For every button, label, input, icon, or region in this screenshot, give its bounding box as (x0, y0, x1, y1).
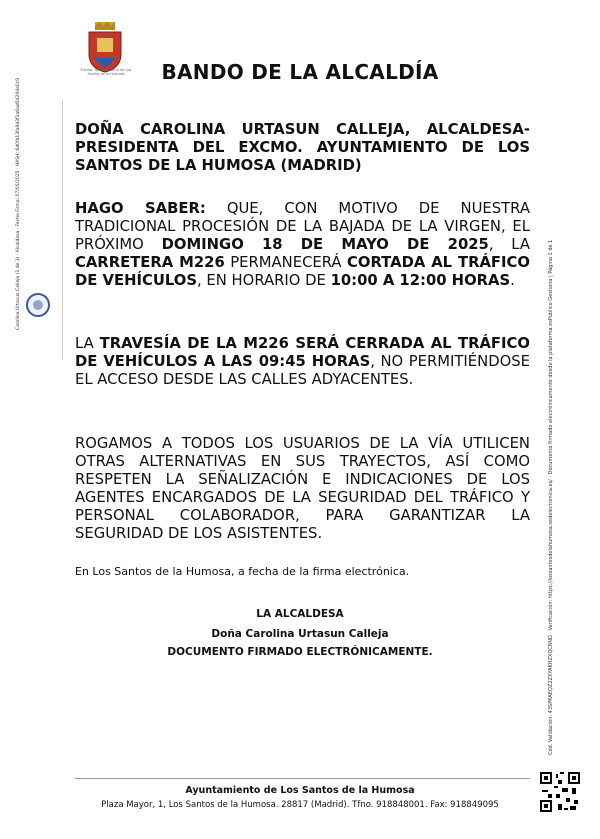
text-bold: CARRETERA M226 (75, 254, 225, 271)
text: QUE, CON MOTIVO DE NUESTRA TRADICIONAL PROCESIÓN DE LA BAJADA DE LA VIRGEN, EL PRÓXIMO (75, 200, 530, 253)
paragraph-request: ROGAMOS A TODOS LOS USUARIOS DE LA VÍA UTILICEN OTRAS ALTERNATIVAS EN SUS TRAYECTOS, ASÍ COMO RESPETEN LA SEÑALIZACIÓN E INDICACIONES DE LOS AGENTES ENCARGADOS DE LA SEGURIDAD DEL TRÁFICO Y PERSONAL COLABORADOR, PARA GARANTIZAR LA SEGURIDAD DE LOS ASISTENTES. (75, 435, 530, 542)
signature-name: Doña Carolina Urtasun Calleja (211, 628, 389, 640)
text: , EN HORARIO DE (197, 272, 331, 289)
page-title: BANDO DE LA ALCALDÍA (161, 60, 439, 84)
text-bold: CORTADA AL TRÁFICO DE VEHÍCULOS (75, 254, 530, 289)
paragraph-announcement (75, 200, 530, 290)
seal-icon (26, 293, 50, 317)
signature-role: LA ALCALDESA (256, 608, 344, 620)
signature-sidebar (22, 100, 63, 360)
text-bold: TRAVESÍA DE LA M226 SERÁ CERRADA AL TRÁFICO DE VEHÍCULOS A LAS 09:45 HORAS (75, 335, 530, 370)
text: , NO PERMITIÉNDOSE EL ACCESO DESDE LAS CALLES ADYACENTES. (75, 353, 530, 388)
text: . (510, 272, 515, 289)
crest-caption: Excmo. Ayuntamiento de Los Santos de la Humosa (80, 68, 132, 76)
qr-code-icon (540, 772, 580, 812)
text: LA (75, 335, 100, 352)
signature-sidebar-text: Carolina Urtasun Calleja (1 de 1) · Alcaldesa · Fecha Firma: 07/05/2025 · HASH: 6d0fb13fa9d3f1a6ad54294e0c9 (16, 77, 21, 330)
text-bold: HAGO SABER: (75, 200, 206, 217)
text-bold: 10:00 A 12:00 HORAS (330, 272, 511, 289)
footer-title: Ayuntamiento de Los Santos de la Humosa (185, 785, 415, 796)
paragraph-closure (75, 335, 530, 389)
paragraph-heading: DOÑA CAROLINA URTASUN CALLEJA, ALCALDESA-PRESIDENTA DEL EXCMO. AYUNTAMIENTO DE LOS SANTOS DE LA HUMOSA (MADRID) (75, 121, 530, 174)
signature-note: DOCUMENTO FIRMADO ELECTRÓNICAMENTE. (167, 646, 433, 658)
footer-address: Plaza Mayor, 1, Los Santos de la Humosa. 28817 (Madrid). Tfno. 918848001. Fax: 918849095 (101, 800, 499, 810)
footer-divider (75, 778, 530, 779)
text: PERMANECERÁ (224, 254, 348, 271)
text: , LA (488, 236, 530, 253)
verification-text: Cód. Validación: 43SPKAEQZ2ZXYAKHZXQCRND · Verificación: https://lossantosdelahumosa.sedelectronica.es/ · Documento firmado electrónicamente desde la plataforma esPublico Gestiona | Página 1 de 1 (548, 239, 554, 755)
date-line: En Los Santos de la Humosa, a fecha de la firma electrónica. (75, 565, 410, 578)
text-bold: DOMINGO 18 DE MAYO DE 2025 (161, 236, 489, 253)
